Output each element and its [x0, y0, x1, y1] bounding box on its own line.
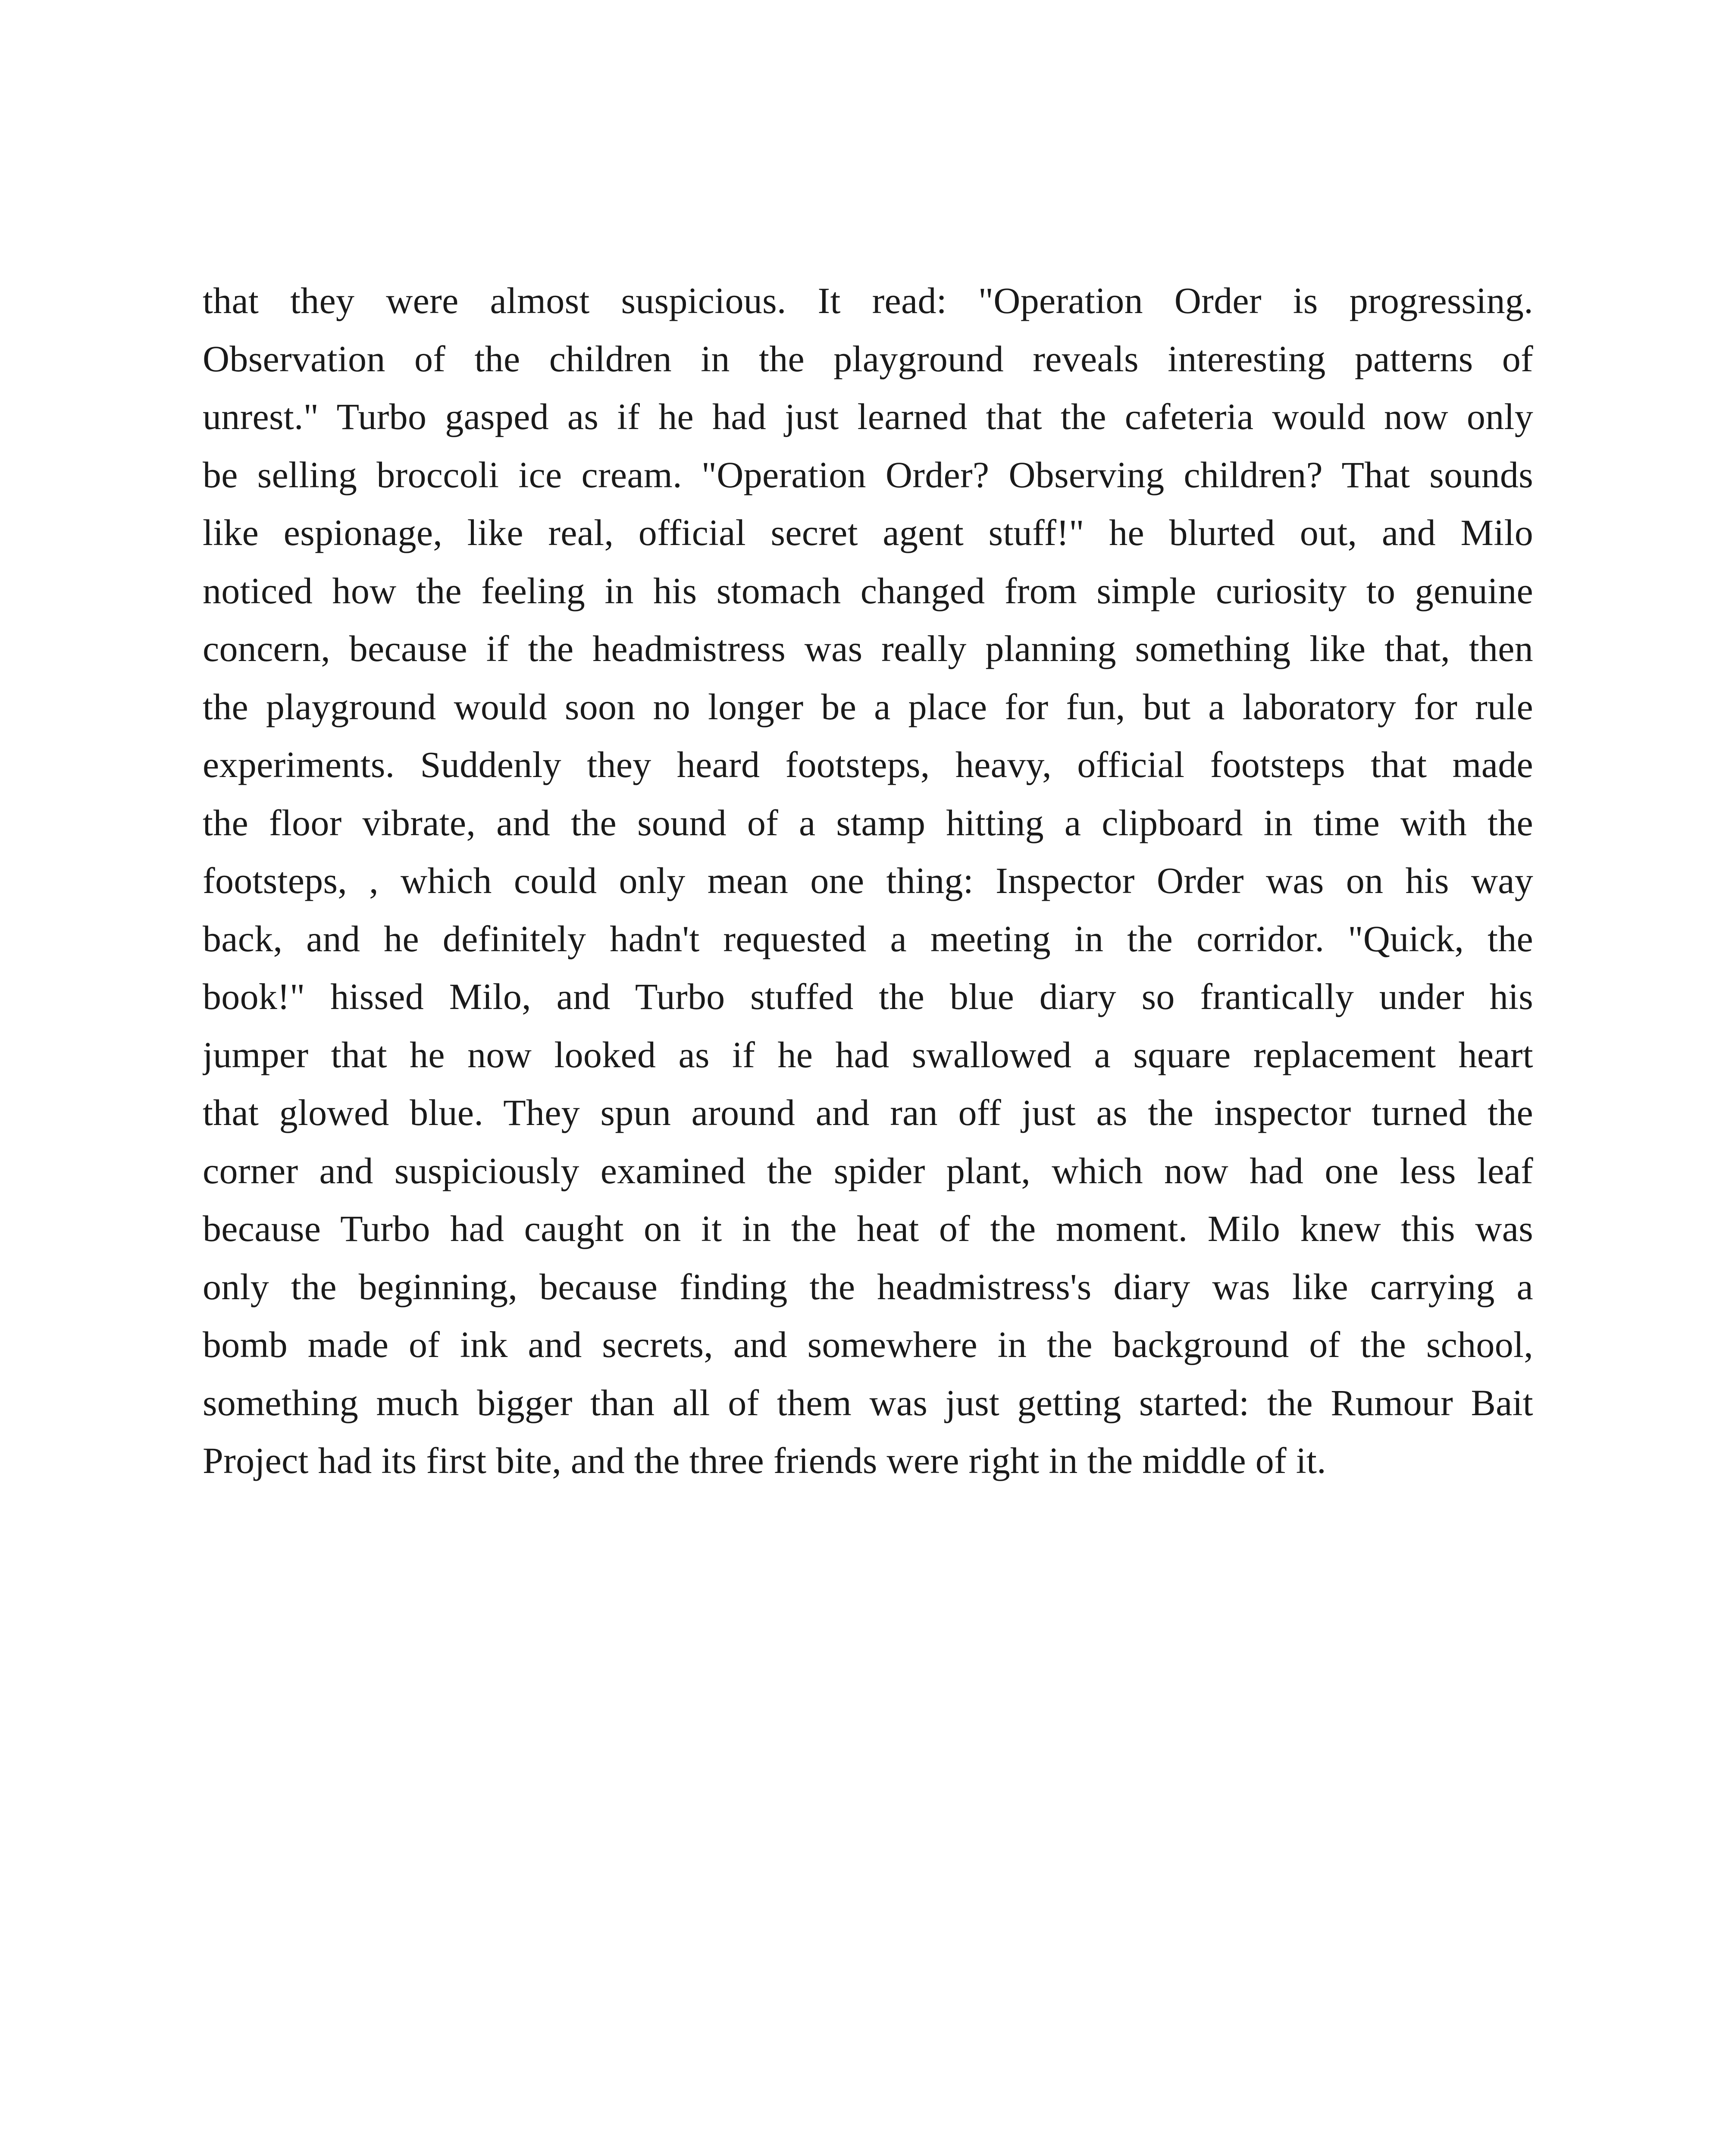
text-line: back, and he definitely hadn't requested a meeting in the corridor. "Quick, the [203, 918, 1533, 959]
text-line: corner and suspiciously examined the spider plant, which now had one less leaf [203, 1150, 1533, 1191]
text-line: that glowed blue. They spun around and ran off just as the inspector turned the [203, 1092, 1533, 1133]
text-line: be selling broccoli ice cream. "Operation Order? Observing children? That sounds [203, 454, 1533, 495]
text-line: only the beginning, because finding the headmistress's diary was like carrying a [203, 1266, 1533, 1307]
text-line: like espionage, like real, official secret agent stuff!" he blurted out, and Milo [203, 512, 1533, 553]
text-line: experiments. Suddenly they heard footsteps, heavy, official footsteps that made [203, 744, 1533, 785]
text-line: that they were almost suspicious. It read: "Operation Order is progressing. [203, 280, 1533, 321]
text-line: footsteps, , which could only mean one thing: Inspector Order was on his way [203, 860, 1533, 901]
text-line: bomb made of ink and secrets, and somewhere in the background of the school, [203, 1324, 1533, 1365]
text-line: noticed how the feeling in his stomach changed from simple curiosity to genuine [203, 570, 1533, 611]
text-line: the floor vibrate, and the sound of a stamp hitting a clipboard in time with the [203, 802, 1533, 843]
text-line: concern, because if the headmistress was really planning something like that, then [203, 628, 1533, 669]
text-line: book!" hissed Milo, and Turbo stuffed the blue diary so frantically under his [203, 976, 1533, 1017]
text-line: because Turbo had caught on it in the heat of the moment. Milo knew this was [203, 1208, 1533, 1249]
text-line: jumper that he now looked as if he had swallowed a square replacement heart [203, 1034, 1533, 1075]
text-line: the playground would soon no longer be a place for fun, but a laboratory for rule [203, 686, 1533, 727]
text-line: unrest." Turbo gasped as if he had just learned that the cafeteria would now only [203, 396, 1533, 437]
text-line: something much bigger than all of them was just getting started: the Rumour Bait [203, 1382, 1533, 1423]
text-line: Project had its first bite, and the three friends were right in the middle of it. [203, 1440, 1326, 1481]
text-line: Observation of the children in the playground reveals interesting patterns of [203, 338, 1533, 379]
body-paragraph [203, 272, 1533, 1490]
